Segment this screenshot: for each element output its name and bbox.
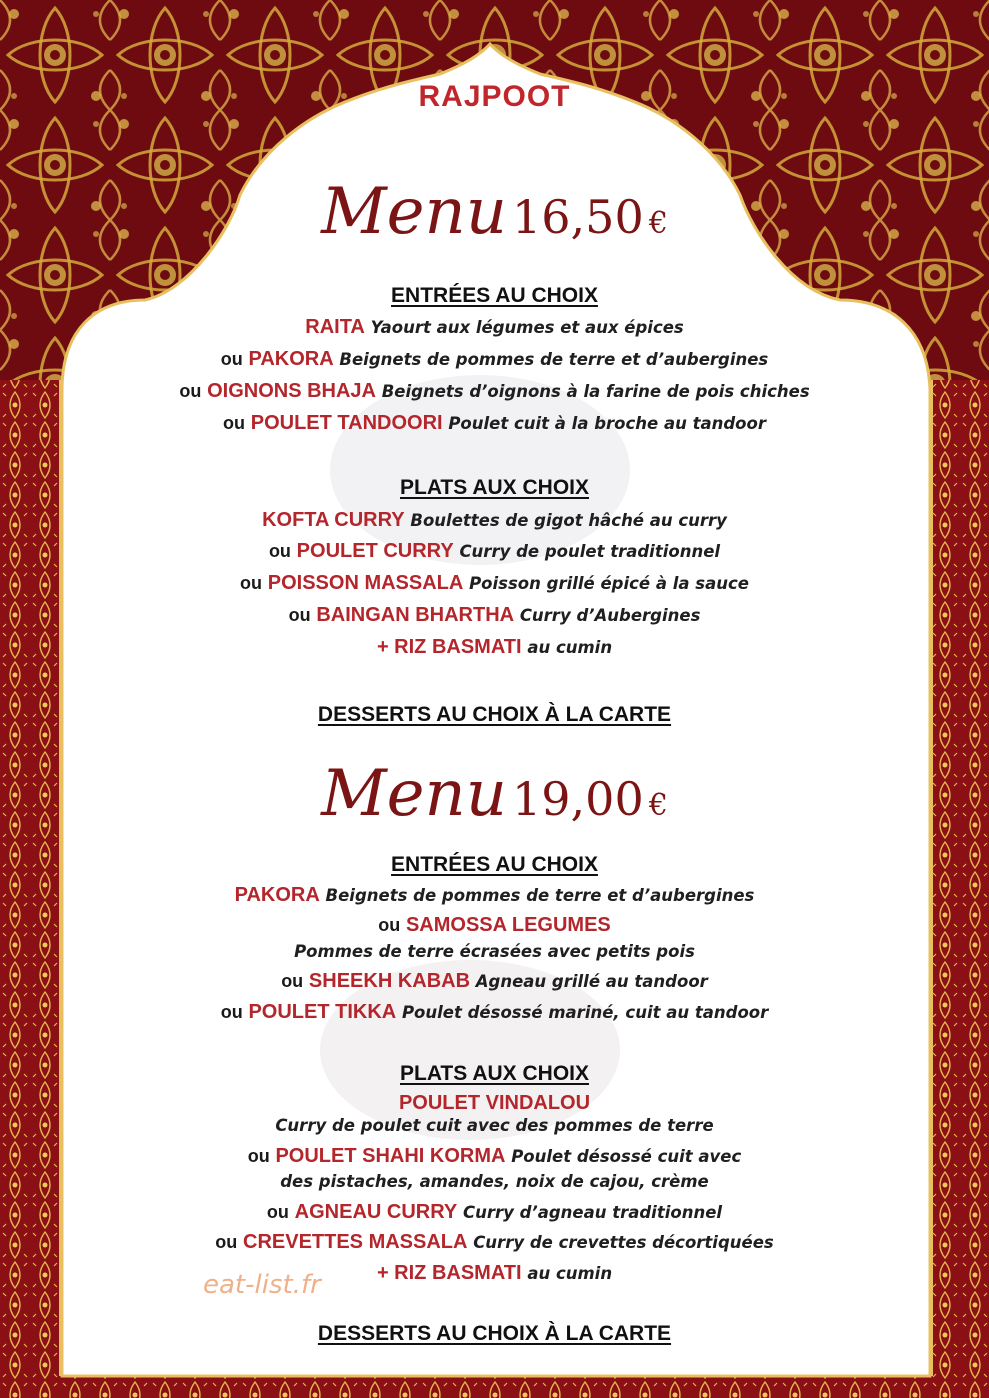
menu-2-plat-2-desc [0, 1173, 989, 1191]
dish-description: Beignets d’oignons à la farine de pois chiches [381, 382, 810, 401]
dish-description: Agneau grillé au tandoor [475, 972, 708, 991]
dish-name: POISSON MASSALA [267, 572, 464, 594]
menu-2-price: 19,00 [512, 772, 644, 826]
menu-1-entrees-heading: ENTRÉES AU CHOIX [391, 284, 598, 307]
dish-description: Curry d’agneau traditionnel [463, 1203, 723, 1222]
restaurant-name: RAJPOOT [418, 80, 571, 113]
or-prefix: ou [215, 1232, 238, 1252]
dish-name: POULET CURRY [296, 540, 454, 562]
menu-1-entree-4 [0, 413, 989, 433]
menu-1-plat-1 [0, 510, 989, 530]
dish-name: PAKORA [234, 884, 320, 906]
or-prefix: ou [268, 541, 291, 561]
dish-description: des pistaches, amandes, noix de cajou, crème [280, 1172, 709, 1191]
dish-description: Beignets de pommes de terre et d’aubergines [339, 350, 769, 369]
dish-name: OIGNONS BHAJA [207, 380, 376, 402]
menu-1-entree-3 [0, 381, 989, 401]
menu-2-plat-1 [0, 1093, 989, 1113]
dish-name: RAITA [305, 316, 365, 338]
dish-description: Poulet désossé mariné, cuit au tandoor [401, 1003, 769, 1022]
menu-1-desserts: DESSERTS AU CHOIX À LA CARTE [317, 703, 672, 726]
dish-description: Curry d’Aubergines [519, 606, 701, 625]
dish-description: Poulet désossé cuit avec [511, 1147, 742, 1166]
or-prefix: ou [288, 605, 311, 625]
menu-1-plat-3 [0, 573, 989, 593]
dish-name: AGNEAU CURRY [294, 1201, 458, 1223]
or-prefix: ou [220, 1002, 243, 1022]
dish-description: Poulet cuit à la broche au tandoor [448, 414, 766, 433]
or-prefix: ou [240, 573, 263, 593]
dish-name: POULET TANDOORI [250, 412, 443, 434]
menu-1-entree-2 [0, 349, 989, 369]
dish-name: POULET VINDALOU [398, 1092, 591, 1114]
riz-description: au cumin [527, 638, 613, 657]
or-prefix: ou [266, 1202, 289, 1222]
menu-1-plat-2 [0, 541, 989, 561]
dish-description: Boulettes de gigot hâché au curry [410, 511, 727, 530]
or-prefix: ou [179, 381, 202, 401]
menu-1-label: Menu [321, 175, 507, 249]
dish-name: SHEEKH KABAB [308, 970, 471, 992]
menu-2-plat-4 [0, 1232, 989, 1252]
dish-description: Poisson grillé épicé à la sauce [469, 574, 749, 593]
menu-1-price: 16,50 [512, 190, 644, 244]
menu-1-riz [0, 637, 989, 657]
dish-description: Curry de poulet traditionnel [459, 542, 721, 561]
menu-2-plat-3 [0, 1202, 989, 1222]
dish-description: Beignets de pommes de terre et d’aubergines [325, 886, 755, 905]
dish-name: SAMOSSA LEGUMES [405, 914, 611, 936]
menu-2-plats-heading: PLATS AUX CHOIX [399, 1062, 589, 1085]
dish-description: Pommes de terre écrasées avec petits pois [294, 942, 695, 961]
menu-2-currency: € [648, 788, 668, 823]
or-prefix: ou [247, 1146, 270, 1166]
dish-description: Yaourt aux légumes et aux épices [370, 318, 684, 337]
watermark-text: eat-list.fr [203, 1270, 321, 1300]
dish-name: POULET SHAHI KORMA [275, 1145, 506, 1167]
dish-name: KOFTA CURRY [262, 509, 405, 531]
dish-description: Curry de poulet cuit avec des pommes de terre [275, 1116, 714, 1135]
menu-2-label: Menu [321, 757, 507, 831]
dish-name: POULET TIKKA [248, 1001, 397, 1023]
riz-description: au cumin [527, 1264, 613, 1283]
or-prefix: ou [220, 349, 243, 369]
menu-2-riz [0, 1263, 989, 1283]
menu-1-title [0, 175, 989, 249]
menu-2-entree-2-desc [0, 943, 989, 961]
menu-2-plat-2 [0, 1146, 989, 1166]
menu-2-title [0, 757, 989, 831]
menu-2-entree-4 [0, 1002, 989, 1022]
menu-2-entree-2 [0, 915, 989, 935]
menu-1-plat-4 [0, 605, 989, 625]
menu-2-entree-1 [0, 885, 989, 905]
dish-description: Curry de crevettes décortiquées [473, 1233, 774, 1252]
menu-1-entree-1 [0, 317, 989, 337]
menu-2-entree-3 [0, 971, 989, 991]
or-prefix: ou [281, 971, 304, 991]
menu-2-entrees-heading: ENTRÉES AU CHOIX [391, 853, 598, 876]
riz-name: + RIZ BASMATI [376, 1262, 522, 1284]
dish-name: PAKORA [248, 348, 334, 370]
menu-1-plats-heading: PLATS AUX CHOIX [399, 476, 589, 499]
or-prefix: ou [223, 413, 245, 433]
menu-2-plat-1-desc [0, 1117, 989, 1135]
dish-name: BAINGAN BHARTHA [316, 604, 515, 626]
menu-2-desserts: DESSERTS AU CHOIX À LA CARTE [317, 1322, 672, 1345]
menu-1-currency: € [648, 206, 668, 241]
or-prefix: ou [378, 915, 401, 935]
riz-name: + RIZ BASMATI [376, 636, 522, 658]
dish-name: CREVETTES MASSALA [243, 1231, 468, 1253]
